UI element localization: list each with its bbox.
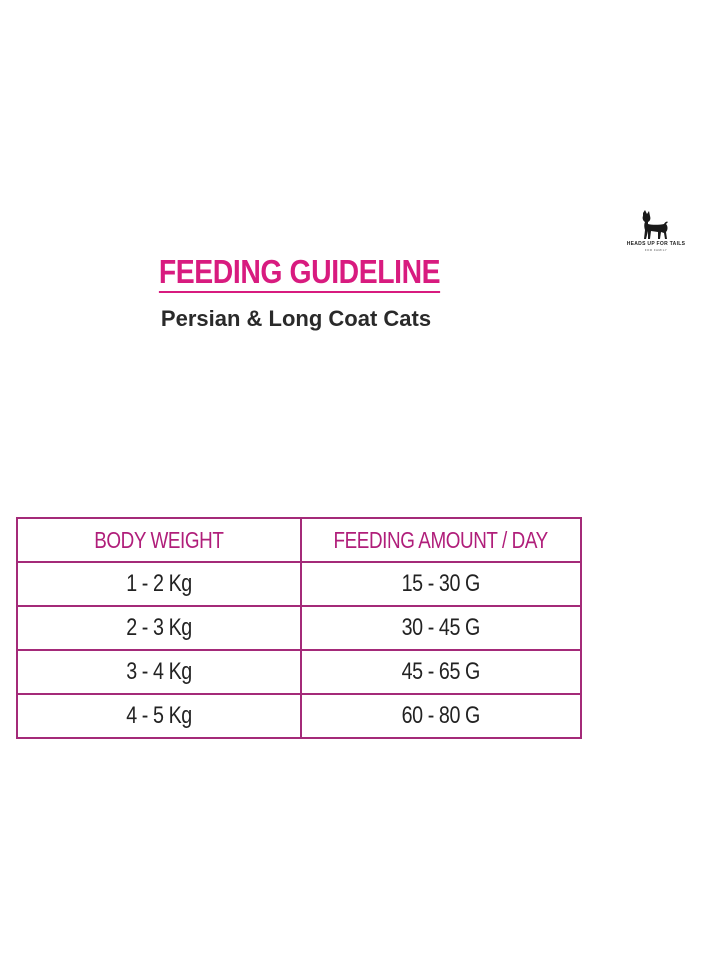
body-weight-cell: 2 - 3 Kg (17, 606, 301, 650)
feeding-table (16, 517, 582, 739)
brand-tagline: FOR FAMILY (644, 248, 668, 252)
page-title: FEEDING GUIDELINE (159, 254, 440, 293)
feeding-amount-cell: 30 - 45 G (301, 606, 581, 650)
table-header-row (17, 518, 581, 562)
column-header-feeding-amount: FEEDING AMOUNT / DAY (301, 518, 581, 562)
body-weight-cell: 4 - 5 Kg (17, 694, 301, 738)
table-row (17, 650, 581, 694)
page-subtitle: Persian & Long Coat Cats (160, 306, 432, 331)
table-row (17, 694, 581, 738)
feeding-amount-cell: 15 - 30 G (301, 562, 581, 606)
body-weight-cell: 3 - 4 Kg (17, 650, 301, 694)
feeding-amount-cell: 45 - 65 G (301, 650, 581, 694)
page-title-wrap (0, 254, 600, 293)
feeding-amount-cell: 60 - 80 G (301, 694, 581, 738)
brand-logo (616, 210, 696, 252)
table-row (17, 562, 581, 606)
brand-name: HEADS UP FOR TAILS (626, 241, 686, 247)
column-header-body-weight: BODY WEIGHT (17, 518, 301, 562)
table-row (17, 606, 581, 650)
dog-icon (639, 210, 673, 240)
body-weight-cell: 1 - 2 Kg (17, 562, 301, 606)
